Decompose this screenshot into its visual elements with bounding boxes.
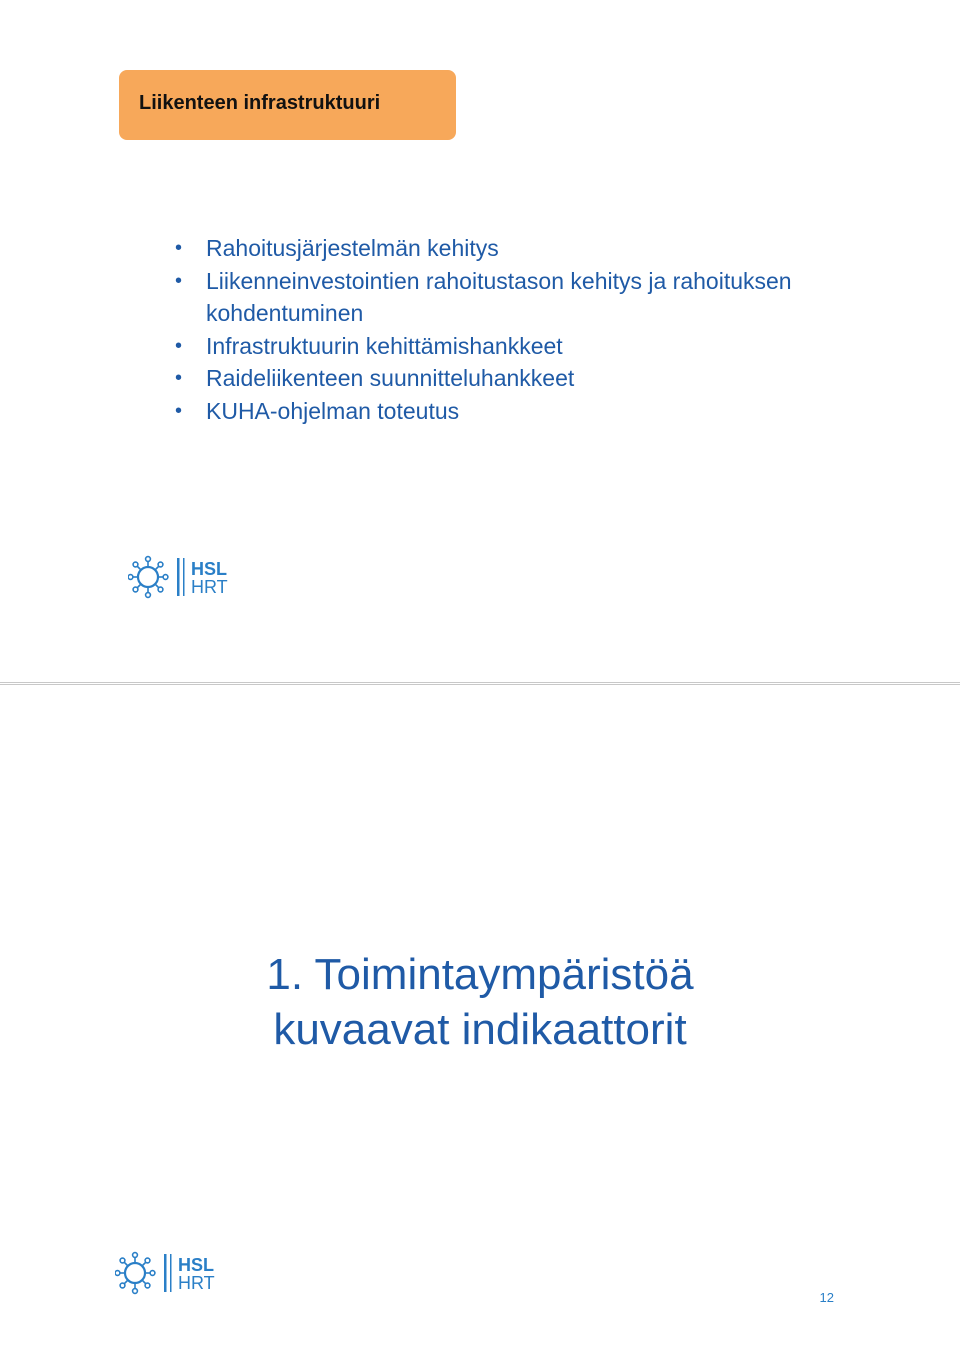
bullet-item bbox=[175, 232, 815, 265]
bullet-item bbox=[175, 362, 815, 395]
bullet-text: Raideliikenteen suunnitteluhankkeet bbox=[206, 365, 575, 391]
hsl-sun-logo-icon bbox=[128, 557, 168, 598]
page-number: 12 bbox=[819, 1290, 834, 1305]
bullet-dot-icon: • bbox=[175, 269, 183, 292]
bullet-dot-icon: • bbox=[175, 399, 183, 422]
slide-1 bbox=[0, 0, 960, 683]
bullet-list bbox=[175, 232, 815, 427]
hsl-logo bbox=[128, 555, 236, 599]
bullet-dot-icon: • bbox=[175, 367, 183, 389]
section-heading-line-1: 1. Toimintaympäristöä bbox=[266, 950, 694, 999]
section-heading-line-2: kuvaavat indikaattorit bbox=[273, 1005, 687, 1054]
bullet-text: Rahoitusjärjestelmän kehitys bbox=[206, 235, 499, 261]
hsl-logo bbox=[115, 1251, 223, 1295]
logo-hsl-text: HSL bbox=[191, 559, 227, 579]
bullet-item bbox=[175, 265, 815, 330]
bullet-item bbox=[175, 330, 815, 363]
logo-hsl-text: HSL bbox=[178, 1255, 214, 1275]
section-heading bbox=[0, 947, 960, 1057]
bullet-item bbox=[175, 395, 815, 428]
bullet-text: KUHA-ohjelman toteutus bbox=[206, 397, 460, 424]
slide-title: Liikenteen infrastruktuuri bbox=[139, 92, 381, 114]
logo-hrt-text: HRT bbox=[191, 577, 228, 597]
bullet-dot-icon: • bbox=[175, 237, 183, 259]
bullet-text: Liikenneinvestointien rahoitustason kehitys ja rahoituksen kohdentuminen bbox=[206, 267, 792, 326]
logo-hrt-text: HRT bbox=[178, 1273, 215, 1293]
bullet-dot-icon: • bbox=[175, 334, 183, 357]
slide-title-box bbox=[119, 70, 456, 140]
slide-2 bbox=[0, 684, 960, 1367]
bullet-text: Infrastruktuurin kehittämishankkeet bbox=[206, 332, 563, 359]
hsl-sun-logo-icon bbox=[115, 1253, 155, 1294]
